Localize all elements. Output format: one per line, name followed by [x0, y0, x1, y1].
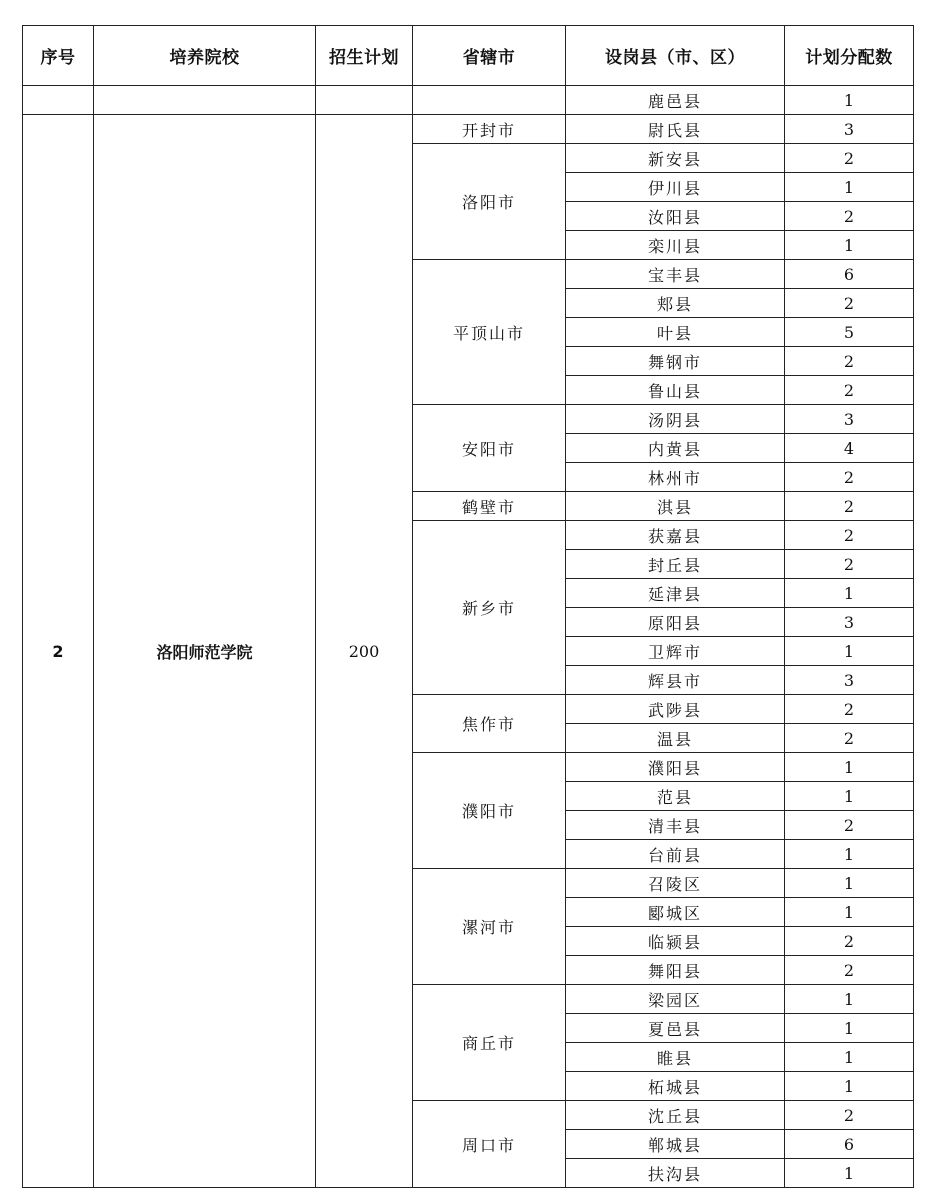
county-cell: 夏邑县	[566, 1014, 785, 1043]
allocation-cell: 3	[785, 405, 914, 434]
county-cell: 清丰县	[566, 811, 785, 840]
city-cell: 平顶山市	[413, 260, 566, 405]
county-cell: 尉氏县	[566, 115, 785, 144]
allocation-cell: 1	[785, 985, 914, 1014]
city-cell: 开封市	[413, 115, 566, 144]
allocation-cell: 1	[785, 637, 914, 666]
county-cell: 卫辉市	[566, 637, 785, 666]
plan-total-cell: 200	[316, 115, 413, 1188]
allocation-cell: 1	[785, 231, 914, 260]
allocation-cell: 2	[785, 347, 914, 376]
county-cell: 武陟县	[566, 695, 785, 724]
allocation-cell: 6	[785, 260, 914, 289]
city-cell: 鹤壁市	[413, 492, 566, 521]
header-school: 培养院校	[94, 26, 316, 86]
county-cell: 濮阳县	[566, 753, 785, 782]
allocation-cell: 1	[785, 782, 914, 811]
county-cell: 叶县	[566, 318, 785, 347]
county-cell: 沈丘县	[566, 1101, 785, 1130]
city-cell: 周口市	[413, 1101, 566, 1188]
city-cell: 安阳市	[413, 405, 566, 492]
allocation-cell: 1	[785, 86, 914, 115]
allocation-cell: 2	[785, 202, 914, 231]
county-cell: 宝丰县	[566, 260, 785, 289]
allocation-cell: 1	[785, 1014, 914, 1043]
city-cell: 商丘市	[413, 985, 566, 1101]
allocation-cell: 6	[785, 1130, 914, 1159]
allocation-cell: 2	[785, 463, 914, 492]
allocation-cell: 2	[785, 724, 914, 753]
allocation-cell: 1	[785, 173, 914, 202]
city-cell: 新乡市	[413, 521, 566, 695]
county-cell: 淇县	[566, 492, 785, 521]
allocation-cell: 3	[785, 115, 914, 144]
allocation-cell: 1	[785, 1043, 914, 1072]
county-cell: 范县	[566, 782, 785, 811]
allocation-cell: 1	[785, 869, 914, 898]
allocation-cell: 2	[785, 811, 914, 840]
header-plan: 招生计划	[316, 26, 413, 86]
allocation-cell: 4	[785, 434, 914, 463]
header-county: 设岗县（市、区）	[566, 26, 785, 86]
allocation-cell: 2	[785, 492, 914, 521]
county-cell: 汤阴县	[566, 405, 785, 434]
allocation-cell: 3	[785, 666, 914, 695]
county-cell: 延津县	[566, 579, 785, 608]
allocation-cell: 2	[785, 144, 914, 173]
header-index: 序号	[23, 26, 94, 86]
county-cell: 郏县	[566, 289, 785, 318]
allocation-cell: 2	[785, 376, 914, 405]
allocation-cell: 1	[785, 840, 914, 869]
county-cell: 郾城区	[566, 898, 785, 927]
county-cell: 汝阳县	[566, 202, 785, 231]
school-index-cell: 2	[23, 115, 94, 1188]
school-name-cell: 洛阳师范学院	[94, 115, 316, 1188]
county-cell: 林州市	[566, 463, 785, 492]
table-row	[23, 115, 914, 144]
county-cell: 柘城县	[566, 1072, 785, 1101]
allocation-cell: 3	[785, 608, 914, 637]
allocation-cell: 5	[785, 318, 914, 347]
county-cell: 封丘县	[566, 550, 785, 579]
city-cell: 焦作市	[413, 695, 566, 753]
allocation-cell: 2	[785, 289, 914, 318]
header-city: 省辖市	[413, 26, 566, 86]
allocation-cell: 1	[785, 1072, 914, 1101]
city-cell: 濮阳市	[413, 753, 566, 869]
county-cell: 鲁山县	[566, 376, 785, 405]
header-allocation: 计划分配数	[785, 26, 914, 86]
county-cell: 内黄县	[566, 434, 785, 463]
county-cell: 新安县	[566, 144, 785, 173]
county-cell: 睢县	[566, 1043, 785, 1072]
allocation-cell: 2	[785, 927, 914, 956]
carry-over-row	[23, 86, 914, 115]
allocation-cell: 2	[785, 1101, 914, 1130]
county-cell: 召陵区	[566, 869, 785, 898]
city-cell: 洛阳市	[413, 144, 566, 260]
county-cell: 温县	[566, 724, 785, 753]
allocation-cell: 2	[785, 695, 914, 724]
allocation-table	[22, 25, 914, 1188]
county-cell: 原阳县	[566, 608, 785, 637]
county-cell: 舞阳县	[566, 956, 785, 985]
county-cell: 鹿邑县	[566, 86, 785, 115]
county-cell: 郸城县	[566, 1130, 785, 1159]
allocation-cell: 2	[785, 550, 914, 579]
county-cell: 临颍县	[566, 927, 785, 956]
allocation-cell: 2	[785, 956, 914, 985]
county-cell: 辉县市	[566, 666, 785, 695]
allocation-cell: 1	[785, 1159, 914, 1188]
county-cell: 梁园区	[566, 985, 785, 1014]
header-row	[23, 26, 914, 86]
allocation-cell: 1	[785, 579, 914, 608]
allocation-cell: 1	[785, 753, 914, 782]
county-cell: 扶沟县	[566, 1159, 785, 1188]
county-cell: 获嘉县	[566, 521, 785, 550]
county-cell: 伊川县	[566, 173, 785, 202]
county-cell: 台前县	[566, 840, 785, 869]
city-cell: 漯河市	[413, 869, 566, 985]
county-cell: 栾川县	[566, 231, 785, 260]
county-cell: 舞钢市	[566, 347, 785, 376]
allocation-cell: 2	[785, 521, 914, 550]
allocation-cell: 1	[785, 898, 914, 927]
